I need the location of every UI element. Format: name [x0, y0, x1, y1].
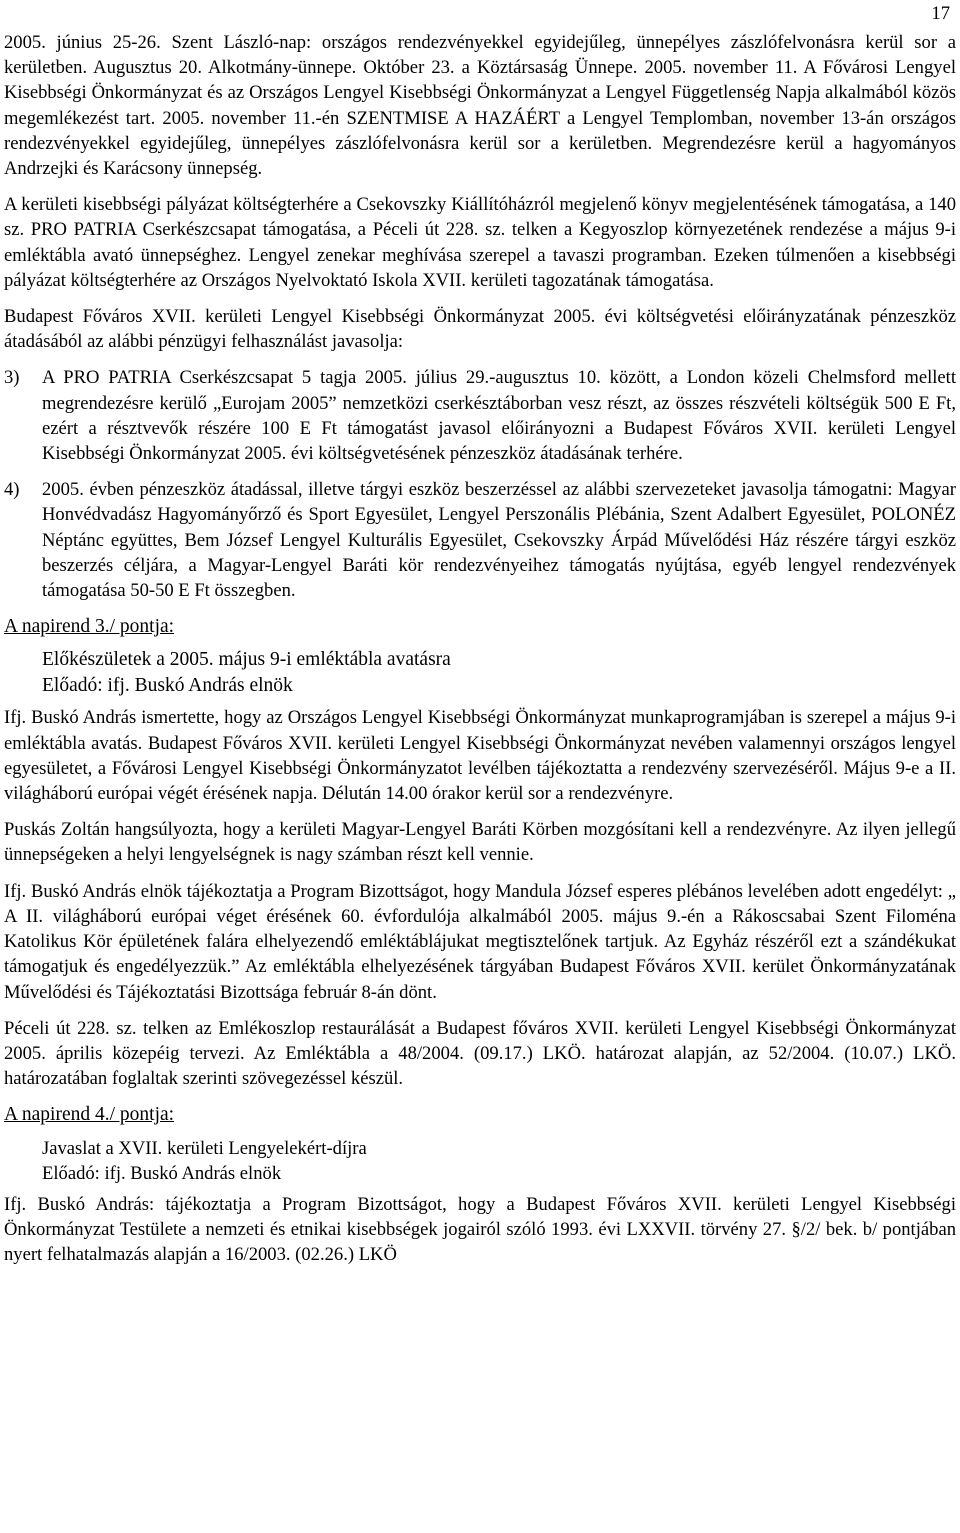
paragraph-grant: A kerületi kisebbségi pályázat költségterhére a Csekovszky Kiállítóházról megjelenő könyv megjelentésének támogatása, a 140 sz. PRO PATRIA Cserkészcsapat támogatása, a Péceli út 228. sz. telken a Kegyoszlop környezetének rendezése a május 9-i emléktábla avató ünnepséghez. Lengyel zenekar meghívása szerepel a tavaszi programban. Ezeken túlmenően a kisebbségi pályázat költségterhére az Országos Nyelvoktató Iskola XVII. kerületi tagozatának támogatása.: [4, 194, 956, 291]
agenda-3-topic: Előkészületek a 2005. május 9-i emléktábla avatásra: [42, 649, 451, 671]
agenda-3-heading: A napirend 3./ pontja:: [4, 616, 175, 638]
list-item: [4, 477, 956, 603]
agenda-4-topic: Javaslat a XVII. kerületi Lengyelekért-díjra: [42, 1137, 367, 1159]
agenda-3-paragraph: Péceli út 228. sz. telken az Emlékoszlop restaurálását a Budapest főváros XVII. kerületi Lengyel Kisebbségi Önkormányzat 2005. április közepéig tervezi. Az Emléktábla a 48/2004. (09.17.) LKÖ. határozat alapján, az 52/2004. (10.07.) LKÖ. határozatában foglaltak szerinti szövegezéssel készül.: [4, 1017, 956, 1090]
list-text: A PRO PATRIA Cserkészcsapat 5 tagja 2005. július 29.-augusztus 10. között, a London közeli Chelmsford mellett megrendezésre kerülő „Eurojam 2005” nemzetközi cserkésztáborban vesz részt, az összes részvételi költségük 500 E Ft, ezért a résztvevők részére 100 E Ft támogatást javasol előirányozni a Budapest Főváros XVII. kerületi Lengyel Kisebbségi Önkormányzat 2005. évi költségvetésének pénzeszköz átadásának terhére.: [42, 367, 956, 465]
page-number: 17: [931, 3, 950, 24]
list-number: 3): [4, 367, 20, 389]
list-item: [4, 365, 956, 466]
agenda-3-paragraph: Ifj. Buskó András ismertette, hogy az Országos Lengyel Kisebbségi Önkormányzat munkaprogramjában is szerepel a május 9-i emléktábla avatás. Budapest Főváros XVII. kerületi Lengyel Kisebbségi Önkormányzat nevében valamennyi országos lengyel egyesületet, a Fővárosi Lengyel Kisebbségi Önkormányzatot levélben tájékoztatta a rendezvény szervezéséről. Május 9-e a II. világháború európai végét érésének napja. Délután 14.00 órakor kerül sor a rendezvényre.: [4, 707, 956, 805]
document-page: [4, 0, 956, 1279]
paragraph-events: 2005. június 25-26. Szent László-nap: országos rendezvényekkel egyidejűleg, ünnepélyes zászlófelvonásra kerül sor a kerületben. Augusztus 20. Alkotmány-ünnepe. Október 23. a Köztársaság Ünnepe. 2005. november 11. A Fővárosi Lengyel Kisebbségi Önkormányzat és az Országos Lengyel Kisebbségi Önkormányzat a Lengyel Függetlenség Napja alkalmából közös megemlékezést tart. 2005. november 11.-én SZENTMISE A HAZÁÉRT a Lengyel Templomban, november 13-án országos rendezvényekkel egyidejűleg, ünnepélyes zászlófelvonásra kerül sor a kerületben. Megrendezésre kerül a hagyományos Andrzejki és Karácsony ünnepség.: [4, 32, 956, 180]
agenda-4-heading: A napirend 4./ pontja:: [4, 1104, 175, 1126]
agenda-4-info: [4, 1136, 956, 1186]
list-text: 2005. évben pénzeszköz átadással, illetve tárgyi eszköz beszerzéssel az alábbi szervezeteket javasolja támogatni: Magyar Honvédvadász Hagyományőrző és Sport Egyesület, Lengyel Perszonális Plébánia, Szent Adalbert Egyesület, POLONÉZ Néptánc együttes, Bem József Lengyel Kulturális Egyesület, Csekovszky Árpád Művelődési Ház részére tárgyi eszköz beszerzés céljára, a Magyar-Lengyel Baráti kör rendezvényeihez támogatás nyújtása, egyéb lengyel rendezvények támogatása 50-50 E Ft összegben.: [42, 479, 956, 602]
agenda-3-info: [4, 647, 956, 699]
agenda-4-paragraph: Ifj. Buskó András: tájékoztatja a Program Bizottságot, hogy a Budapest Főváros XVII. kerületi Lengyel Kisebbségi Önkormányzat Testülete a nemzeti és etnikai kisebbségek jogairól szóló 1993. évi LXXVII. törvény 27. §/2/ bek. b/ pontjában nyert felhatalmazás alapján a 16/2003. (02.26.) LKÖ: [4, 1193, 956, 1266]
paragraph-budget-intro: Budapest Főváros XVII. kerületi Lengyel Kisebbségi Önkormányzat 2005. évi költségvetési előirányzatának pénzeszköz átadásából az alábbi pénzügyi felhasználást javasolja:: [4, 306, 956, 353]
agenda-3-paragraph: Puskás Zoltán hangsúlyozta, hogy a kerületi Magyar-Lengyel Baráti Körben mozgósítani kell a rendezvényre. Az ilyen jellegű ünnepségeken a helyi lengyelségnek is nagy számban részt kell vennie.: [4, 819, 956, 866]
agenda-4-presenter: Előadó: ifj. Buskó András elnök: [42, 1162, 282, 1184]
agenda-3-paragraph: Ifj. Buskó András elnök tájékoztatja a Program Bizottságot, hogy Mandula József esperes plébános levelében adott engedélyt: „ A II. világháború európai véget érésének 60. évfordulója alkalmából 2005. május 9.-én a Rákoscsabai Szent Filoména Katolikus Kör épületének falára elhelyezendő emléktáblájukat megtisztelőnek tartjuk. Az Egyház részéről ezt a szándékukat támogatjuk és engedélyezzük.” Az emléktábla elhelyezésének tárgyában Budapest Főváros XVII. kerület Önkormányzatának Művelődési és Tájékoztatási Bizottsága február 8-án dönt.: [4, 880, 956, 1003]
list-number: 4): [4, 479, 20, 501]
agenda-3-presenter: Előadó: ifj. Buskó András elnök: [42, 675, 293, 697]
